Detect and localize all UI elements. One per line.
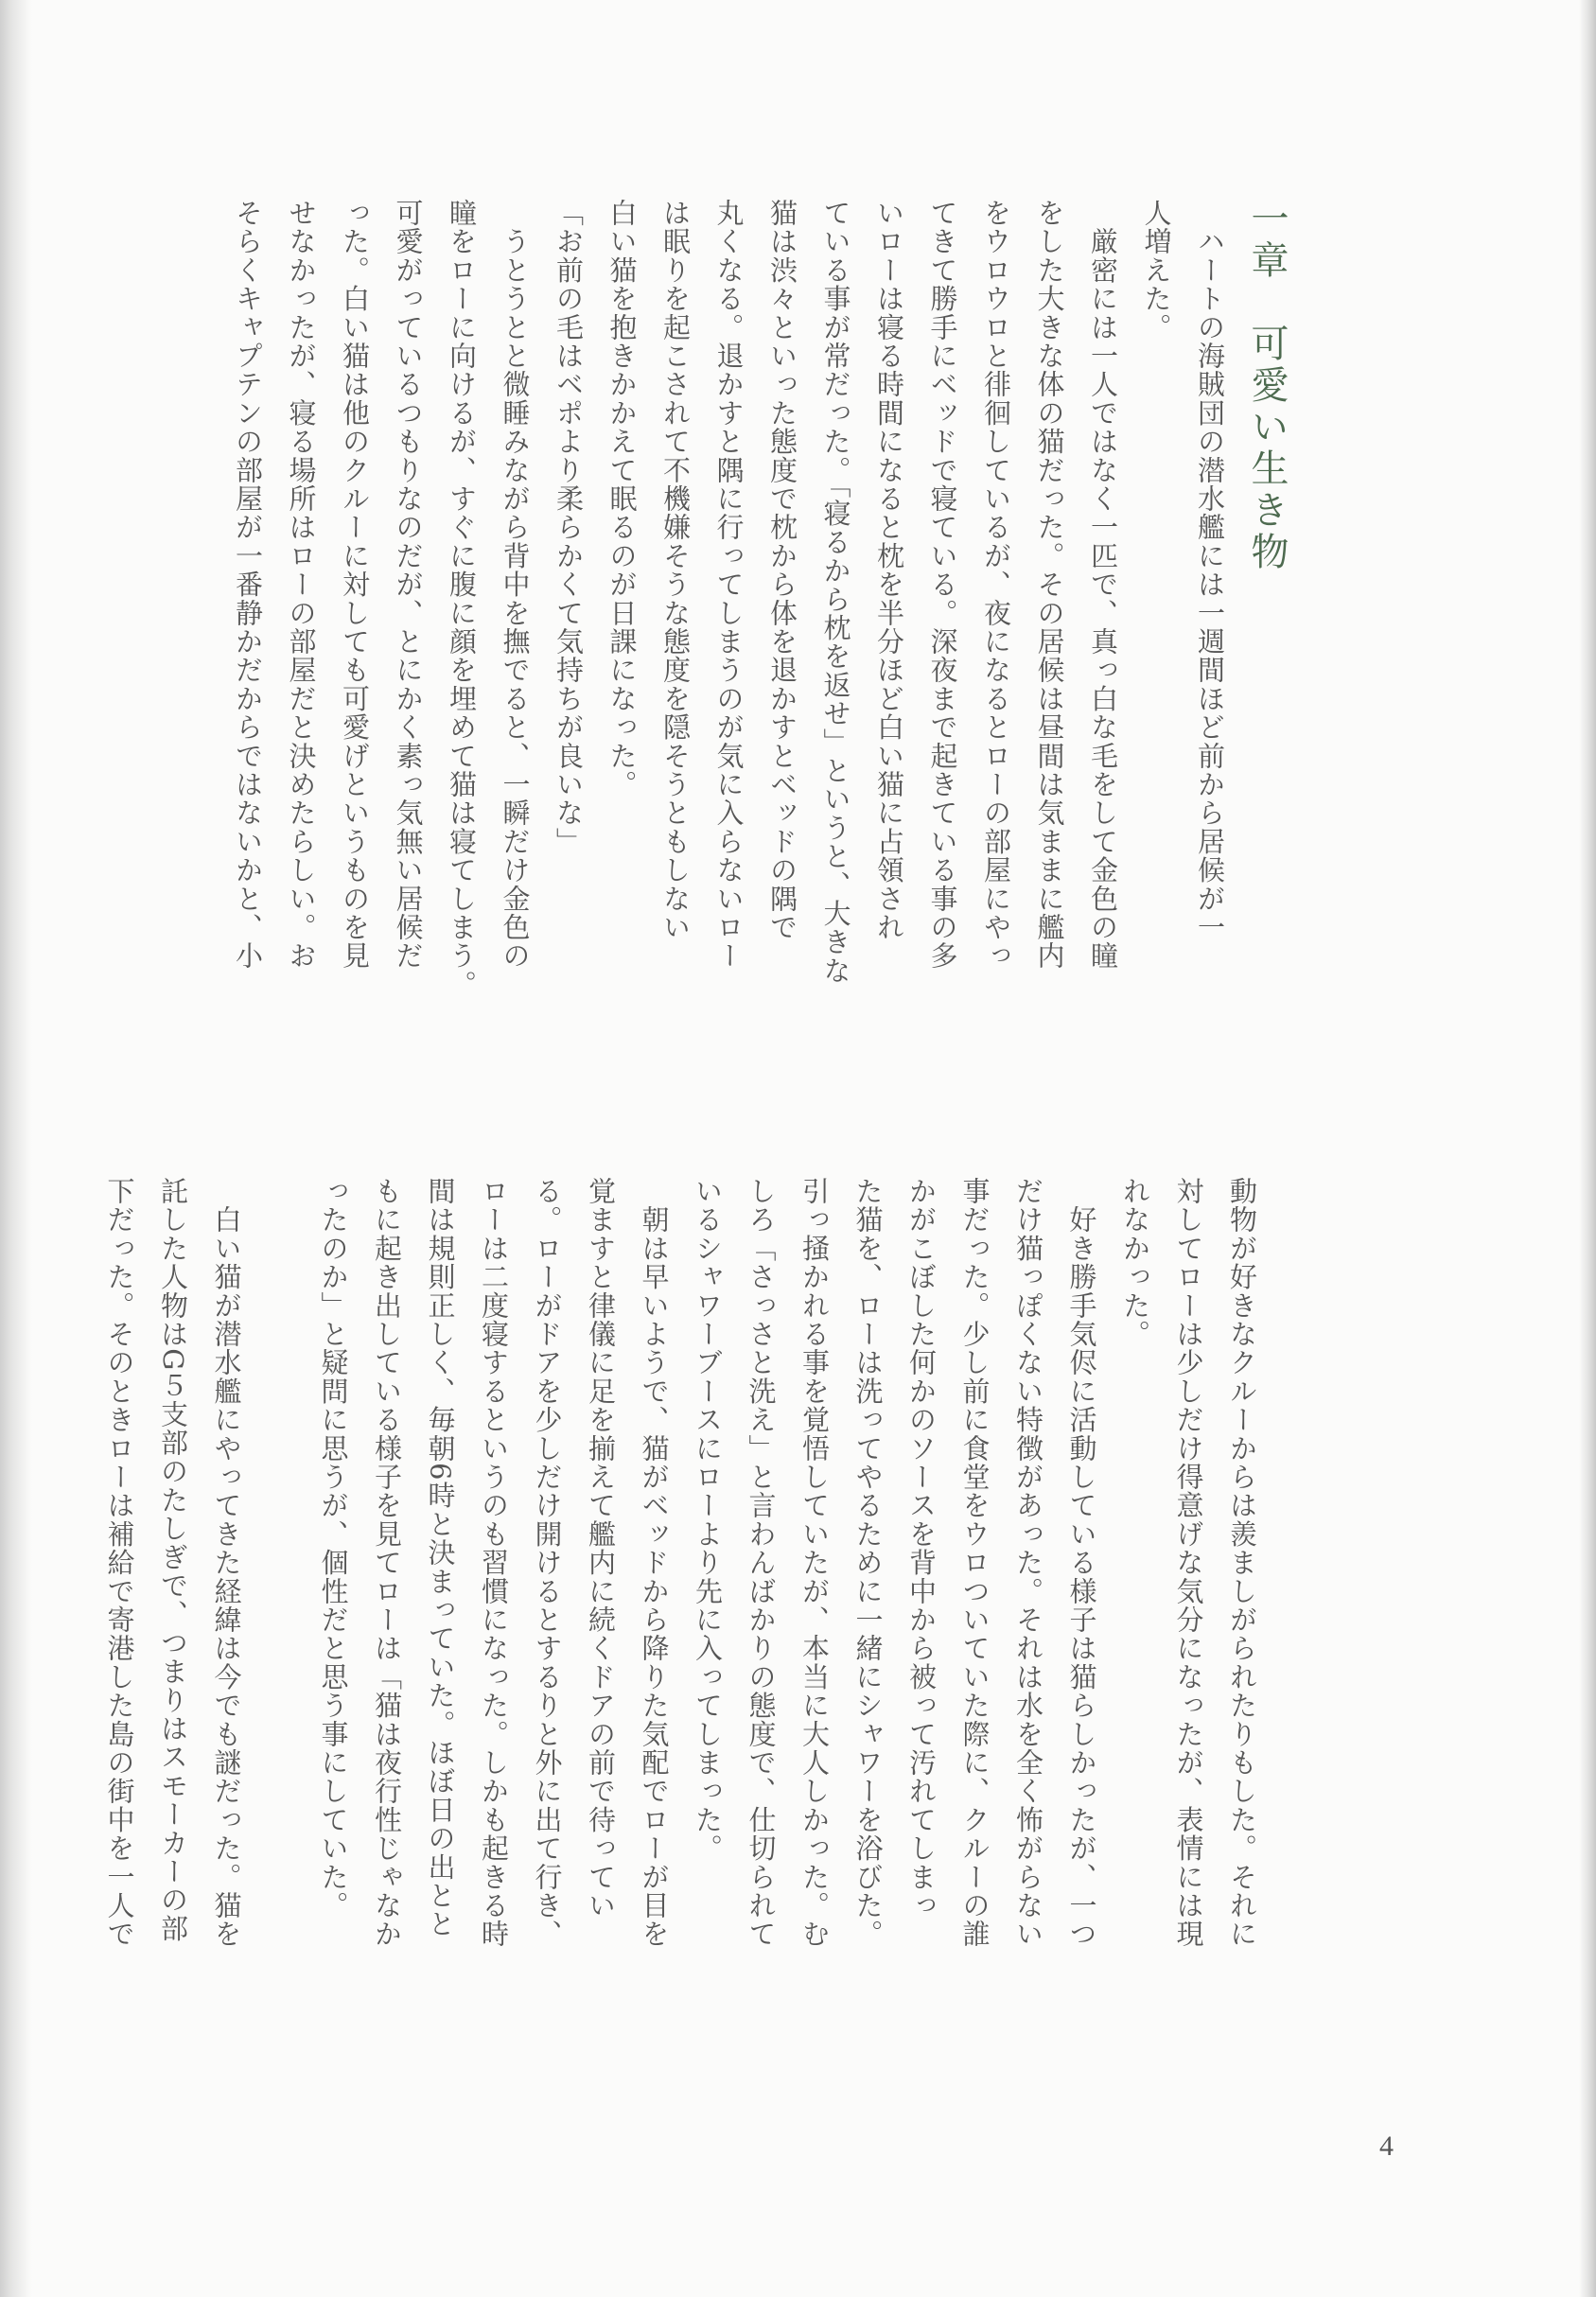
page-edge-shadow [1579, 0, 1596, 2297]
chapter-title: 一章 可愛い生き物 [1245, 199, 1289, 573]
upper-text-block: ハートの海賊団の潜水艦には一週間ほど前から居候が一 人増えた。 厳密には一人ではなく一匹で、真っ白な毛をして金色の瞳 をした大きな体の猫だった。その居候は昼間は気ままに艦内 をウロウロと徘徊しているが、夜になるとローの部屋にやっ てきて勝手にベッドで寝ている。深夜まで起きている事の多 いローは寝る時間になると枕を半分ほど白い猫に占領され ている事が常だった。「寝るから枕を返せ」というと、大きな 猫は渋々といった態度で枕から体を退かすとベッドの隅で 丸くなる。退かすと隅に行ってしまうのが気に入らないロー は眠りを起こされて不機嫌そうな態度を隠そうともしない 白い猫を抱きかかえて眠るのが日課になった。 「お前の毛はベポより柔らかくて気持ちが良いな」 うとうとと微睡みながら背中を撫でると、一瞬だけ金色の 瞳をローに向けるが、すぐに腹に顔を埋めて猫は寝てしまう。 可愛がっているつもりなのだが、とにかく素っ気無い居候だ った。白い猫は他のクルーに対しても可愛げというものを見 せなかったが、寝る場所はローの部屋だと決めたらしい。お そらくキャプテンの部屋が一番静かだからではないかと、小 [232, 199, 1226, 999]
page-number: 4 [1379, 2130, 1394, 2162]
lower-text-block: 動物が好きなクルーからは羨ましがられたりもした。それに 対してローは少しだけ得意げな気分になったが、表情には現 れなかった。 好き勝手気侭に活動している様子は猫らしかったが、一つ だけ猫っぽくない特徴があった。それは水を全く怖がらない 事だった。少し前に食堂をウロついていた際に、クルーの誰 かがこぼした何かのソースを背中から被って汚れてしまっ た猫を、ローは洗ってやるために一緒にシャワーを浴びた。 引っ掻かれる事を覚悟していたが、本当に大人しかった。む しろ「さっさと洗え」と言わんばかりの態度で、仕切られて いるシャワーブースにローより先に入ってしまった。 朝は早いようで、猫がベッドから降りた気配でローが目を 覚ますと律儀に足を揃えて艦内に続くドアの前で待ってい る。ローがドアを少しだけ開けるとするりと外に出て行き、 ローは二度寝するというのも習慣になった。しかも起きる時 間は規則正しく、毎朝6時と決まっていた。ほぼ日の出とと もに起き出している様子を見てローは「猫は夜行性じゃなか ったのか」と疑問に思うが、個性だと思う事にしていた。 白い猫が潜水艦にやってきた経緯は今でも謎だった。猫を 託した人物はG５支部のたしぎで、つまりはスモーカーの部 下だった。そのときローは補給で寄港した島の街中を一人で [103, 1177, 1258, 1949]
binding-gutter-shadow [0, 0, 32, 2297]
